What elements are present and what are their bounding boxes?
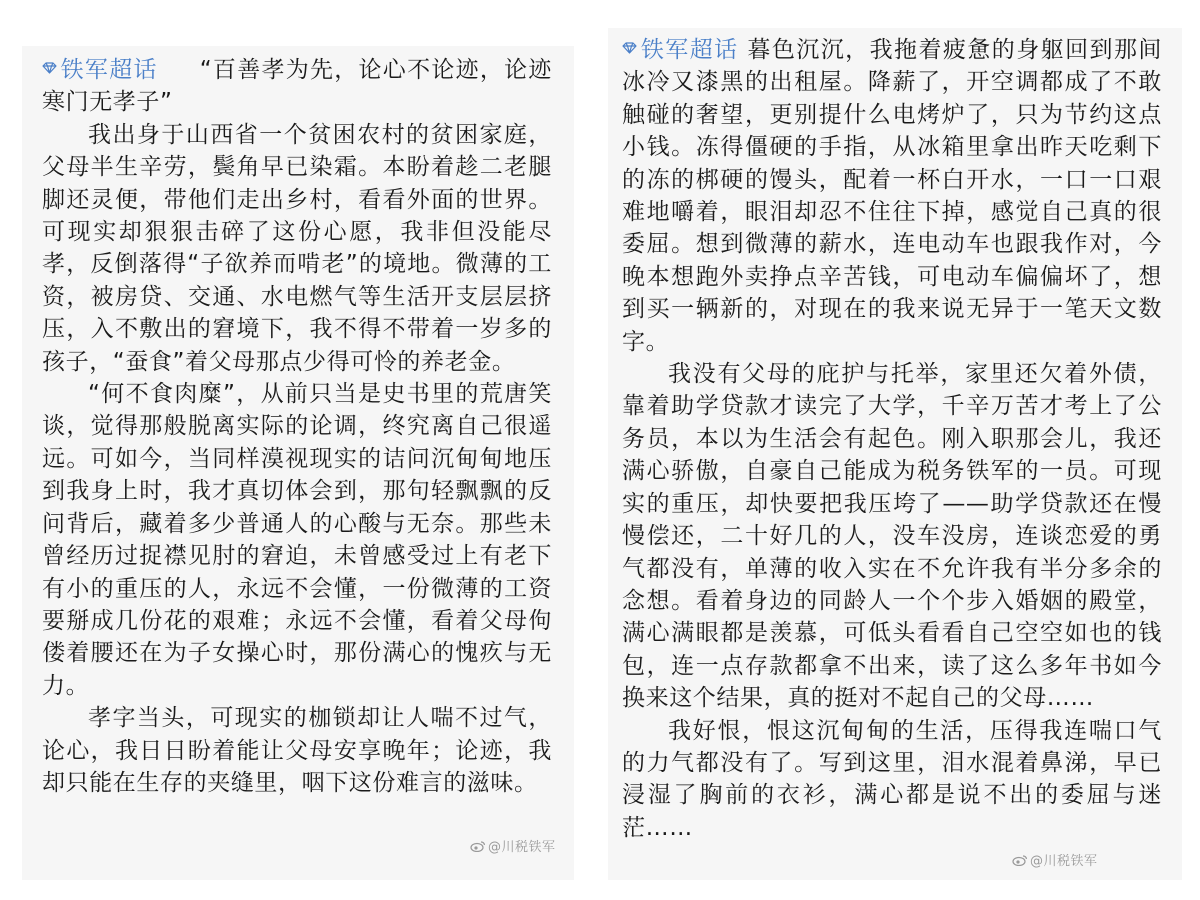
left-paragraph-1: 我出身于山西省一个贫困农村的贫困家庭，父母半生辛劳，鬓角早已染霜。本盼着趁二老腿脚还灵便，带他们走出乡村，看看外面的世界。可现实却狠狠击碎了这份心愿，我非但没能尽孝，反倒落得“子欲养而啃老”的境地。微薄的工资，被房贷、交通、水电燃气等生活开支层层挤压，入不敷出的窘境下，我不得不带着一岁多的孩子，“蚕食”着父母那点少得可怜的养老金。 [42,121,552,375]
left-topic-label: 铁军超话 [60,57,158,83]
right-paragraph-1 [622,34,1162,358]
left-watermark [470,836,556,855]
right-paragraph-3: 我好恨，恨这沉甸甸的生活，压得我连喘口气的力气都没有了。写到这里，泪水混着鼻涕，早已浸湿了胸前的衣衫，满心都是说不出的委屈与迷茫…… [622,717,1162,841]
right-topic-label: 铁军超话 [640,37,739,63]
weibo-logo-icon [470,840,486,852]
right-paragraph-2: 我没有父母的庇护与托举，家里还欠着外债，靠着助学贷款才读完了大学，千辛万苦才考上了公务员，本以为生活会有起色。刚入职那会儿，我还满心骄傲，自豪自己能成为税务铁军的一员。可现实的重压，却快要把我压垮了——助学贷款还在慢慢偿还，二十好几的人，没车没房，连谈恋爱的勇气都没有，单薄的收入实在不允许我有半分多余的念想。看着身边的同龄人一个个步入婚姻的殿堂，满心满眼都是羡慕，可低头看看自己空空如也的钱包，连一点存款都拿不出来，读了这么多年书如今换来这个结果，真的挺对不起自己的父母…… [622,361,1162,712]
right-post-panel [608,28,1182,880]
diamond-icon [622,42,637,54]
left-post-text [42,54,552,799]
left-paragraph-2: “何不食肉糜”，从前只当是史书里的荒唐笑谈，觉得那般脱离实际的论调，终究离自己很遥远。可如今，当同样漠视现实的诘问沉甸甸地压到我身上时，我才真切体会到，那句轻飘飘的反问背后，藏着多少普通人的心酸与无奈。那些未曾经历过捉襟见肘的窘迫，未曾感受过上有老下有小的重压的人，永远不会懂，一份微薄的工资要掰成几份花的艰难；永远不会懂，看着父母佝偻着腰还在为子女操心时，那份满心的愧疚与无力。 [42,381,552,699]
right-paragraph-1-text: 暮色沉沉，我拖着疲惫的身躯回到那间冰冷又漆黑的出租屋。降薪了，开空调都成了不敢触碰的奢望，更别提什么电烤炉了，只为节约这点小钱。冻得僵硬的手指，从冰箱里拿出昨天吃剩下的冻的梆硬的馒头，配着一杯白开水，一口一口艰难地嚼着，眼泪却忍不住往下掉，感觉自己真的很委屈。想到微薄的薪水，连电动车也跟我作对，今晚本想跑外卖挣点辛苦钱，可电动车偏偏坏了，想到买一辆新的，对现在的我来说无异于一笔天文数字。 [622,37,1163,355]
left-title-paragraph [42,54,552,119]
right-topic-tag[interactable] [622,37,739,63]
left-post-panel [22,46,574,880]
weibo-logo-icon [1012,854,1028,866]
left-paragraph-3: 孝字当头，可现实的枷锁却让人喘不过气，论心，我日日盼着能让父母安享晚年；论迹，我却只能在生存的夹缝里，咽下这份难言的滋味。 [42,705,552,796]
left-title: “百善孝为先，论心不论迹，论迹寒门无孝子” [42,57,553,116]
right-post-text [622,34,1162,844]
left-topic-tag[interactable] [42,57,158,83]
right-watermark [1012,850,1098,869]
left-watermark-text: @川税铁军 [488,840,556,855]
right-watermark-text: @川税铁军 [1030,854,1098,869]
diamond-icon [42,62,57,74]
